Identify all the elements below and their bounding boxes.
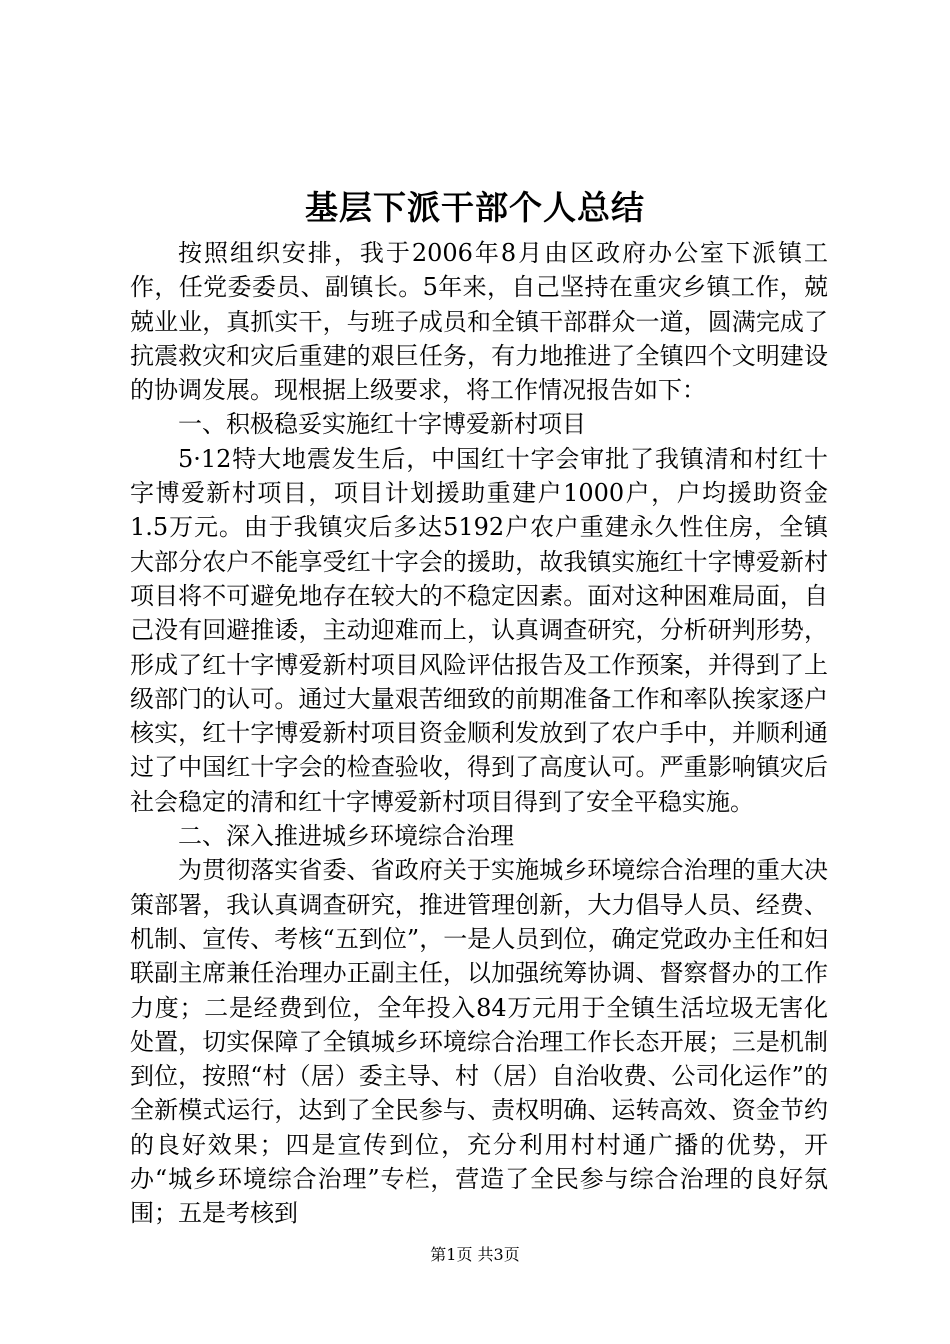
- section-heading-1: 一、积极稳妥实施红十字博爱新村项目: [178, 410, 586, 439]
- intro-paragraph: 按照组织安排，我于2006年8月由区政府办公室下派镇工作，任党委委员、副镇长。5年来，自己坚持在重灾乡镇工作，兢兢业业，真抓实干，与班子成员和全镇干部群众一道，圆满完成了抗震救灾和灾后重建的艰巨任务，有力地推进了全镇四个文明建设的协调发展。现根据上级要求，将工作情况报告如下：: [130, 239, 828, 405]
- document-title: 基层下派干部个人总结: [305, 188, 645, 227]
- section-heading-2: 二、深入推进城乡环境综合治理: [178, 822, 514, 851]
- section-2-paragraph: 为贯彻落实省委、省政府关于实施城乡环境综合治理的重大决策部署，我认真调查研究，推进管理创新，大力倡导人员、经费、机制、宣传、考核“五到位”，一是人员到位，确定党政办主任和妇联副主席兼任治理办正副主任，以加强统筹协调、督察督办的工作力度；二是经费到位，全年投入84万元用于全镇生活垃圾无害化处置，切实保障了全镇城乡环境综合治理工作长态开展；三是机制到位，按照“村（居）委主导、村（居）自治收费、公司化运作”的全新模式运行，达到了全民参与、责权明确、运转高效、资金节约的良好效果；四是宣传到位，充分利用村村通广播的优势，开办“城乡环境综合治理”专栏，营造了全民参与综合治理的良好氛围；五是考核到: [130, 856, 828, 1228]
- page-footer: 第1页 共3页: [430, 1245, 520, 1264]
- document-body: [130, 236, 828, 1231]
- section-1-paragraph: 5·12特大地震发生后，中国红十字会审批了我镇清和村红十字博爱新村项目，项目计划援助重建户1000户，户均援助资金1.5万元。由于我镇灾后多达5192户农户重建永久性住房，全镇大部分农户不能享受红十字会的援助，故我镇实施红十字博爱新村项目将不可避免地存在较大的不稳定因素。面对这种困难局面，自己没有回避推诿，主动迎难而上，认真调查研究，分析研判形势，形成了红十字博爱新村项目风险评估报告及工作预案，并得到了上级部门的认可。通过大量艰苦细致的前期准备工作和率队挨家逐户核实，红十字博爱新村项目资金顺利发放到了农户手中，并顺利通过了中国红十字会的检查验收，得到了高度认可。严重影响镇灾后社会稳定的清和红十字博爱新村项目得到了安全平稳实施。: [130, 444, 828, 816]
